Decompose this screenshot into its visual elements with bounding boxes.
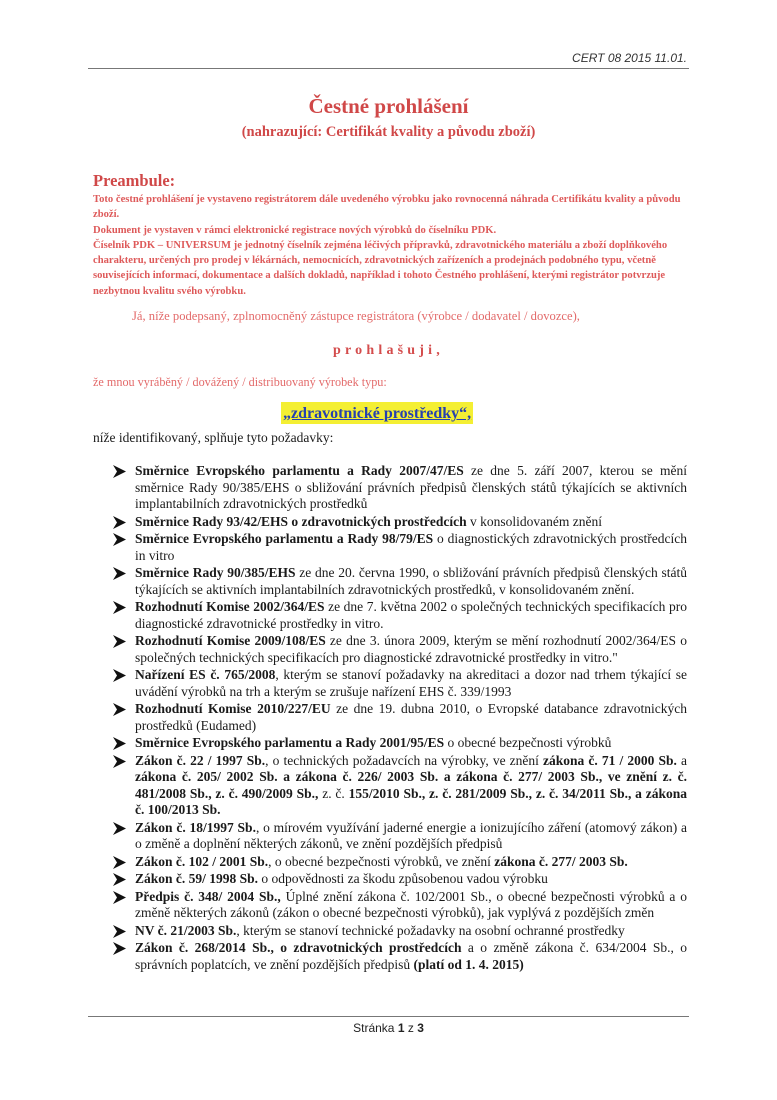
requirement-text: ze dne 19. dubna 2010, o Evropské databance zdravotnických prostředků (Eudamed) — [135, 701, 687, 733]
header-divider — [88, 68, 689, 69]
arrowhead-bullet-icon — [112, 872, 127, 887]
arrowhead-bullet-icon — [112, 855, 127, 870]
document-subtitle: (nahrazující: Certifikát kvality a původu zboží) — [241, 124, 536, 140]
requirement-text: o diagnostických zdravotnických prostředcích in vitro — [135, 531, 687, 563]
requirement-amendment: zákona č. 277/ 2003 Sb. — [494, 853, 628, 869]
page-of: z — [407, 1021, 414, 1035]
footer-divider — [88, 1016, 689, 1017]
document-title: Čestné prohlášení — [308, 94, 469, 118]
requirement-item — [107, 871, 687, 888]
preamble-heading: Preambule: — [93, 171, 176, 190]
preamble-text — [93, 192, 688, 299]
requirement-title: Směrnice Evropského parlamentu a Rady 2001/95/ES — [135, 735, 445, 750]
declare-heading: prohlašuji, — [333, 343, 444, 358]
declaration-line: Já, níže podepsaný, zplnomocněný zástupce registrátora (výrobce / dodavatel / dovozce), — [132, 309, 580, 323]
requirement-text: , o mírovém využívání jaderné energie a ionizujícího záření (atomový zákon) a o změně a doplnění některých zákonů, ve znění pozdějších předpisů — [135, 819, 688, 851]
arrowhead-bullet-icon — [112, 634, 127, 649]
requirement-text: ze dne 20. června 1990, o sbližování právních předpisů členských států týkajících se aktivních implantabilních zdravotnických prostředků, v konsolidovaném znění. — [135, 565, 687, 597]
requirement-item — [107, 889, 687, 922]
requirement-text: , o technických požadavcích na výrobky, ve znění — [265, 752, 544, 768]
requirement-title: Zákon č. 22 / 1997 Sb. — [135, 752, 266, 768]
requirement-title: Rozhodnutí Komise 2009/108/ES — [135, 633, 326, 648]
arrowhead-bullet-icon — [112, 821, 127, 836]
requirement-item — [107, 565, 687, 598]
requirement-item — [107, 735, 687, 752]
requirement-text: ze dne 7. května 2002 o společných technických specifikacích pro diagnostické zdravotnické prostředky in vitro. — [135, 599, 687, 631]
arrowhead-bullet-icon — [112, 668, 127, 683]
requirement-item — [107, 633, 687, 666]
requirement-text: o odpovědnosti za škodu způsobenou vadou výrobku — [258, 871, 548, 886]
requirement-title: Rozhodnutí Komise 2010/227/EU — [135, 701, 331, 716]
page-word: Stránka — [353, 1021, 395, 1035]
arrowhead-bullet-icon — [112, 941, 127, 956]
requirement-item — [107, 599, 687, 632]
requirement-title: Směrnice Evropského parlamentu a Rady 98/79/ES — [135, 531, 434, 546]
requirement-text: , kterým se stanoví technické požadavky na osobní ochranné prostředky — [236, 922, 625, 938]
requirement-item — [107, 940, 687, 973]
requirement-title: Nařízení ES č. 765/2008 — [135, 667, 276, 682]
arrowhead-bullet-icon — [112, 754, 127, 769]
requirement-title: Zákon č. 59/ 1998 Sb. — [135, 871, 259, 886]
requirement-item — [107, 667, 687, 700]
preamble-paragraph: Číselník PDK – UNIVERSUM je jednotný číselník zejména léčivých přípravků, zdravotnického materiálu a zboží doplňkového charakteru, určených pro prodej v lékárnách, nemocnicích, zdravotnických zařízeních a prodejnách podobného typu, včetně souvisejících informací, dokumentace a dalších dokladů, například i tohoto Čestného prohlášení, kterými registrátor potvrzuje nezbytnou kvalitu svého výrobku. — [93, 239, 668, 297]
requirement-text: , kterým se stanoví požadavky na akreditaci a dozor nad trhem týkající se uvádění výrobků na trh a kterým se zrušuje nařízení EHS č. 339/1993 — [135, 667, 687, 699]
requirement-item — [107, 701, 687, 734]
requirement-amendment: (platí od 1. 4. 2015) — [413, 956, 524, 972]
requirement-text: , o obecné bezpečnosti výrobků, ve znění — [268, 853, 495, 869]
arrowhead-bullet-icon — [112, 924, 127, 939]
requirement-item — [107, 923, 687, 940]
document-code: CERT 08 2015 11.01. — [572, 51, 687, 65]
requirement-item — [107, 463, 687, 513]
arrowhead-bullet-icon — [112, 566, 127, 581]
requirement-amendment: zákona č. 205/ 2002 Sb. a zákona č. 226/ 2003 Sb. a zákona č. 277/ 2003 Sb., ve znění z. č. 481/2008 Sb., z. č. 490/2009 Sb., — [135, 769, 687, 801]
arrowhead-bullet-icon — [112, 532, 127, 547]
requirement-text: z. č. — [318, 785, 349, 801]
arrowhead-bullet-icon — [112, 736, 127, 751]
preamble-paragraph: Dokument je vystaven v rámci elektronické registrace nových výrobků do číselníku PDK. — [93, 224, 497, 236]
preamble-paragraph: Toto čestné prohlášení je vystaveno registrátorem dále uvedeného výrobku jako rovnocenná náhrada Certifikátu kvality a původu zboží. — [93, 194, 681, 221]
requirement-text: a o změně zákona č. 634/2004 Sb., o správních poplatcích, ve znění pozdějších předpisů — [135, 940, 687, 972]
requirement-text: Úplné znění zákona č. 102/2001 Sb., o obecné bezpečnosti výrobků a o změně některých zákonů (zákon o obecné bezpečnosti výrobků), jak vyplývá z pozdějších změn — [135, 888, 688, 920]
requirement-item — [107, 753, 687, 819]
requirement-title: Zákon č. 102 / 2001 Sb. — [135, 853, 269, 869]
arrowhead-bullet-icon — [112, 702, 127, 717]
requirement-text: a — [676, 752, 687, 768]
requirement-title: Předpis č. 348/ 2004 Sb., — [135, 888, 281, 904]
requirement-text: ze dne 5. září 2007, kterou se mění směrnice Rady 90/385/EHS o sbližování právních předpisů členských států týkajících se aktivních implantabilních zdravotnických prostředků — [135, 463, 687, 511]
page-number — [0, 1021, 777, 1035]
requirement-title: Směrnice Evropského parlamentu a Rady 2007/47/ES — [135, 463, 464, 478]
arrowhead-bullet-icon — [112, 515, 127, 530]
requirements-list — [107, 463, 687, 974]
requirement-title: Rozhodnutí Komise 2002/364/ES — [135, 599, 325, 614]
requirement-amendment: 155/2010 Sb., z. č. 281/2009 Sb., z. č. 34/2011 Sb., a zákona č. 100/2013 Sb. — [135, 785, 687, 817]
product-type-line: že mnou vyráběný / dovážený / distribuovaný výrobek typu: — [93, 375, 387, 389]
requirement-title: Zákon č. 18/1997 Sb. — [135, 819, 256, 835]
arrowhead-bullet-icon — [112, 600, 127, 615]
requirements-intro: níže identifikovaný, splňuje tyto požadavky: — [93, 430, 334, 445]
requirement-title: NV č. 21/2003 Sb. — [135, 922, 237, 938]
requirement-item — [107, 531, 687, 564]
requirement-item — [107, 854, 687, 871]
page-total: 3 — [417, 1021, 424, 1035]
product-category-highlight: „zdravotnické prostředky“, — [281, 402, 473, 424]
requirement-item — [107, 514, 687, 531]
arrowhead-bullet-icon — [112, 890, 127, 905]
page-current: 1 — [397, 1021, 405, 1035]
requirement-title: Zákon č. 268/2014 Sb., o zdravotnických prostředcích — [135, 940, 462, 955]
requirement-item — [107, 820, 687, 853]
arrowhead-bullet-icon — [112, 464, 127, 479]
requirement-title: Směrnice Rady 90/385/EHS — [135, 565, 296, 580]
requirement-text: ze dne 3. února 2009, kterým se mění rozhodnutí 2002/364/ES o společných technických specifikacích pro diagnostické zdravotnické prostředky in vitro." — [135, 633, 688, 665]
requirement-text: o obecné bezpečnosti výrobků — [444, 735, 612, 750]
requirement-amendment: zákona č. 71 / 2000 Sb. — [543, 752, 677, 768]
requirement-title: Směrnice Rady 93/42/EHS o zdravotnických prostředcích — [135, 513, 467, 529]
requirement-text: v konsolidovaném znění — [466, 513, 602, 529]
